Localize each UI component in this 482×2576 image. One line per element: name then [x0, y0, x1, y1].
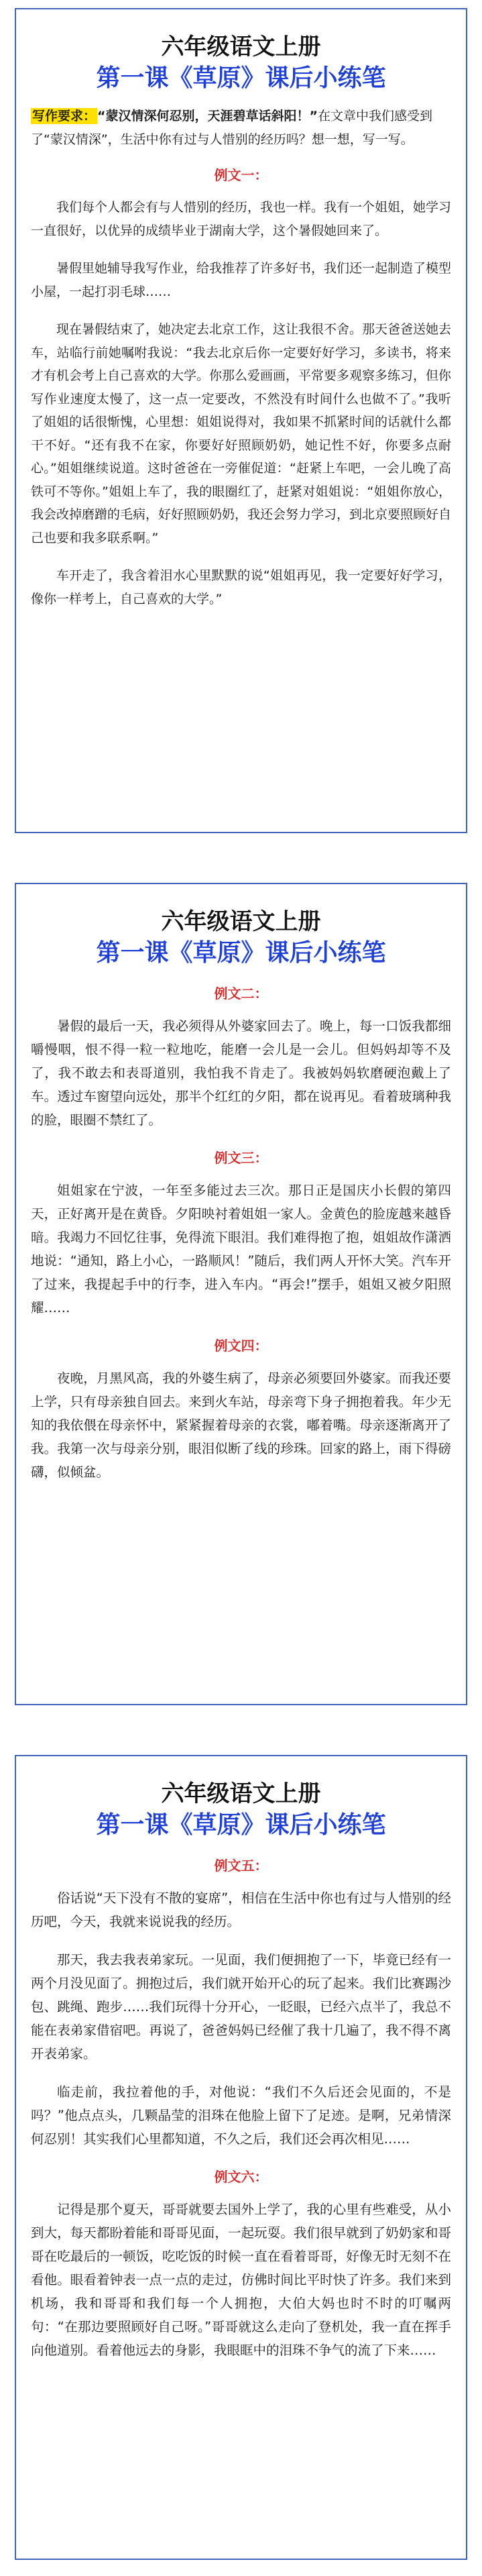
- grade-title: 六年级语文上册: [161, 34, 321, 60]
- example-title: 例文二：: [214, 985, 268, 1002]
- example-paragraph: 姐姐家在宁波，一年至多能过去三次。那日正是国庆小长假的第四天，正好离开是在黄昏。夕阳映衬着姐姐一家人。金黄色的脸庞越来越昏暗。我竭力不回忆往事，免得流下眼泪。我们难得抱了抱，姐姐故作潇洒地说：“通知，路上小心，一路顺风！”随后，我们两人开怀大笑。汽车开了过来，我提起手中的行李，进入车内。“再会!”摆手，姐姐又被夕阳照耀……: [31, 1183, 451, 1316]
- example-paragraph: 记得是那个夏天，哥哥就要去国外上学了，我的心里有些难受，从小到大，每天都盼着能和哥哥见面，一起玩耍。我们很早就到了奶奶家和哥哥在吃最后的一顿饭，吃吃饭的时候一直在看着哥哥，好像无时无刻不在看他。眼看着钟表一点一点的走过，仿佛时间比平时快了许多。我们来到机场，我和哥哥和我们每一个人拥抱，大伯大妈也时不时的叮嘱两句：“在那边要照顾好自己呀。”哥哥就这么走向了登机处，我一直在挥手向他道别。看着他远去的身影，我眼眶中的泪珠不争气的流了下来……: [31, 2202, 451, 2358]
- card-2: [15, 883, 467, 1705]
- example-paragraph: 现在暑假结束了，她决定去北京工作，这让我很不舍。那天爸爸送她去车，站临行前她嘱咐我说：“我去北京后你一定要好好学习，多读书，将来才有机会考上自己喜欢的大学。你那么爱画画，平常要多观察多练习，但你写作业速度太慢了，这一点一定要改，不然没有时间什么也做不了。”我听了姐姐的话很惭愧，心里想：姐姐说得对，我如果不抓紧时间的话就什么都干不好。“还有我不在家，你要好好照顾奶奶，她记性不好，你要多点耐心。”姐姐继续说道。这时爸爸在一旁催促道：“赶紧上车吧，一会儿晚了高铁可不等你。”姐姐上车了，我的眼圈红了，赶紧对姐姐说：“姐姐你放心，我会改掉磨蹭的毛病，好好照顾奶奶，我还会努力学习，到北京要照顾好自己也要和我多联系啊。”: [31, 322, 452, 545]
- prompt-label: 写作要求：: [32, 109, 97, 123]
- example-paragraph: 俗话说“天下没有不散的宴席”，相信在生活中你也有过与人惜别的经历吧，今天，我就来说说我的经历。: [31, 1890, 451, 1929]
- lesson-title: 第一课《草原》课后小练笔: [96, 1811, 386, 1839]
- example-paragraph: 夜晚，月黑风高，我的外婆生病了，母亲必须要回外婆家。而我还要上学，只有母亲独自回去。来到火车站，母亲弯下身子拥抱着我。年少无知的我依偎在母亲怀中，紧紧握着母亲的衣裳，嘟着嘴。母亲逐渐离开了我。我第一次与母亲分别，眼泪似断了线的珍珠。回家的路上，雨下得磅礴，似倾盆。: [31, 1371, 451, 1480]
- example-title: 例文三：: [214, 1150, 268, 1166]
- example-paragraph: 临走前，我拉着他的手，对他说：“我们不久后还会见面的，不是吗？”他点点头，几颗晶莹的泪珠在他脸上留下了足迹。是啊，兄弟情深何忍别！其实我们心里都知道，不久之后，我们还会再次相见……: [31, 2084, 451, 2147]
- example-title: 例文一：: [214, 167, 268, 183]
- writing-prompt: [31, 105, 451, 152]
- card-3: [15, 1755, 467, 2560]
- prompt-quote: “蒙汉情深何忍别，天涯碧草话斜阳！”: [97, 109, 318, 123]
- lesson-title: 第一课《草原》课后小练笔: [96, 64, 386, 92]
- grade-title: 六年级语文上册: [161, 1780, 321, 1807]
- example-paragraph: 我们每个人都会有与人惜别的经历，我也一样。我有一个姐姐，她学习一直很好，以优异的成绩毕业于湖南大学，这个暑假她回来了。: [31, 200, 452, 238]
- example-title: 例文四：: [214, 1338, 268, 1354]
- example-paragraph: 那天，我去我表弟家玩。一见面，我们便拥抱了一下，毕竟已经有一两个月没见面了。拥抱过后，我们就开始开心的玩了起来。我们比赛踢沙包、跳绳、跑步……我们玩得十分开心，一眨眼，已经六点半了，我总不能在表弟家借宿吧。再说了，爸爸妈妈已经催了我十几遍了，我不得不离开表弟家。: [31, 1952, 451, 2061]
- example-title: 例文六：: [214, 2169, 268, 2185]
- example-paragraph: 暑假里她辅导我写作业，给我推荐了许多好书，我们还一起制造了模型小屋，一起打羽毛球……: [31, 261, 452, 299]
- example-paragraph: 暑假的最后一天，我必须得从外婆家回去了。晚上，每一口饭我都细嚼慢咽，恨不得一粒一粒地吃，能磨一会儿是一会儿。但妈妈却等不及了，我不敢去和表哥道别，我怕我不肯走了。我被妈妈软磨硬泡戴上了车。透过车窗望向远处，那半个红红的夕阳，都在说再见。看着玻璃种我的脸，眼圈不禁红了。: [31, 1018, 451, 1128]
- grade-title: 六年级语文上册: [161, 908, 321, 935]
- prompt-text: 在文章中我们感受到了“蒙汉情深”，生活中你有过与人惜别的经历吗？想一想，写一写。: [31, 109, 433, 147]
- lesson-title: 第一课《草原》课后小练笔: [96, 939, 386, 967]
- example-paragraph: 车开走了，我含着泪水心里默默的说“姐姐再见，我一定要好好学习，像你一样考上，自己喜欢的大学。”: [31, 568, 451, 606]
- card-1: [15, 8, 467, 833]
- example-title: 例文五：: [214, 1858, 268, 1874]
